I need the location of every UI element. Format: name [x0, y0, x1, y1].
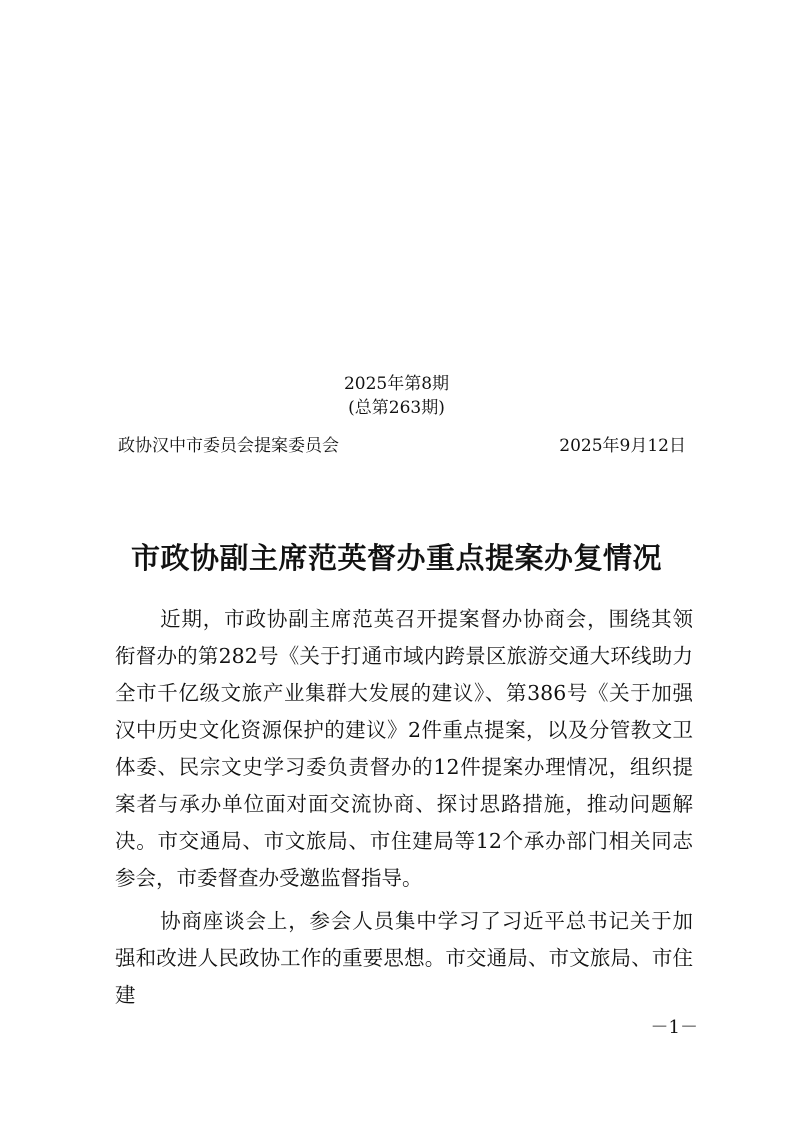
total-issue-number: (总第263期)	[348, 398, 445, 418]
issue-number: 2025年第8期	[343, 374, 450, 394]
paragraph: 协商座谈会上，参会人员集中学习了习近平总书记关于加强和改进人民政协工作的重要思想。市交通局、市文旅局、市住建	[115, 909, 693, 1007]
body-text	[115, 601, 693, 1020]
issue-info	[0, 372, 793, 420]
masthead-row	[118, 434, 686, 458]
page-number: －1－	[650, 1017, 698, 1038]
paragraph: 近期，市政协副主席范英召开提案督办协商会，围绕其领衔督办的第282号《关于打通市域内跨景区旅游交通大环线助力全市千亿级文旅产业集群大发展的建议》、第386号《关于加强汉中历史文化资源保护的建议》2件重点提案，以及分管教文卫体委、民宗文史学习委负责督办的12件提案办理情况，组织提案者与承办单位面对面交流协商、探讨思路措施，推动问题解决。市交通局、市文旅局、市住建局等12个承办部门相关同志参会，市委督查办受邀监督指导。	[115, 607, 693, 890]
publisher-name: 政协汉中市委员会提案委员会	[118, 436, 339, 456]
document-title: 市政协副主席范英督办重点提案办复情况	[130, 541, 662, 575]
publish-date: 2025年9月12日	[559, 436, 686, 456]
